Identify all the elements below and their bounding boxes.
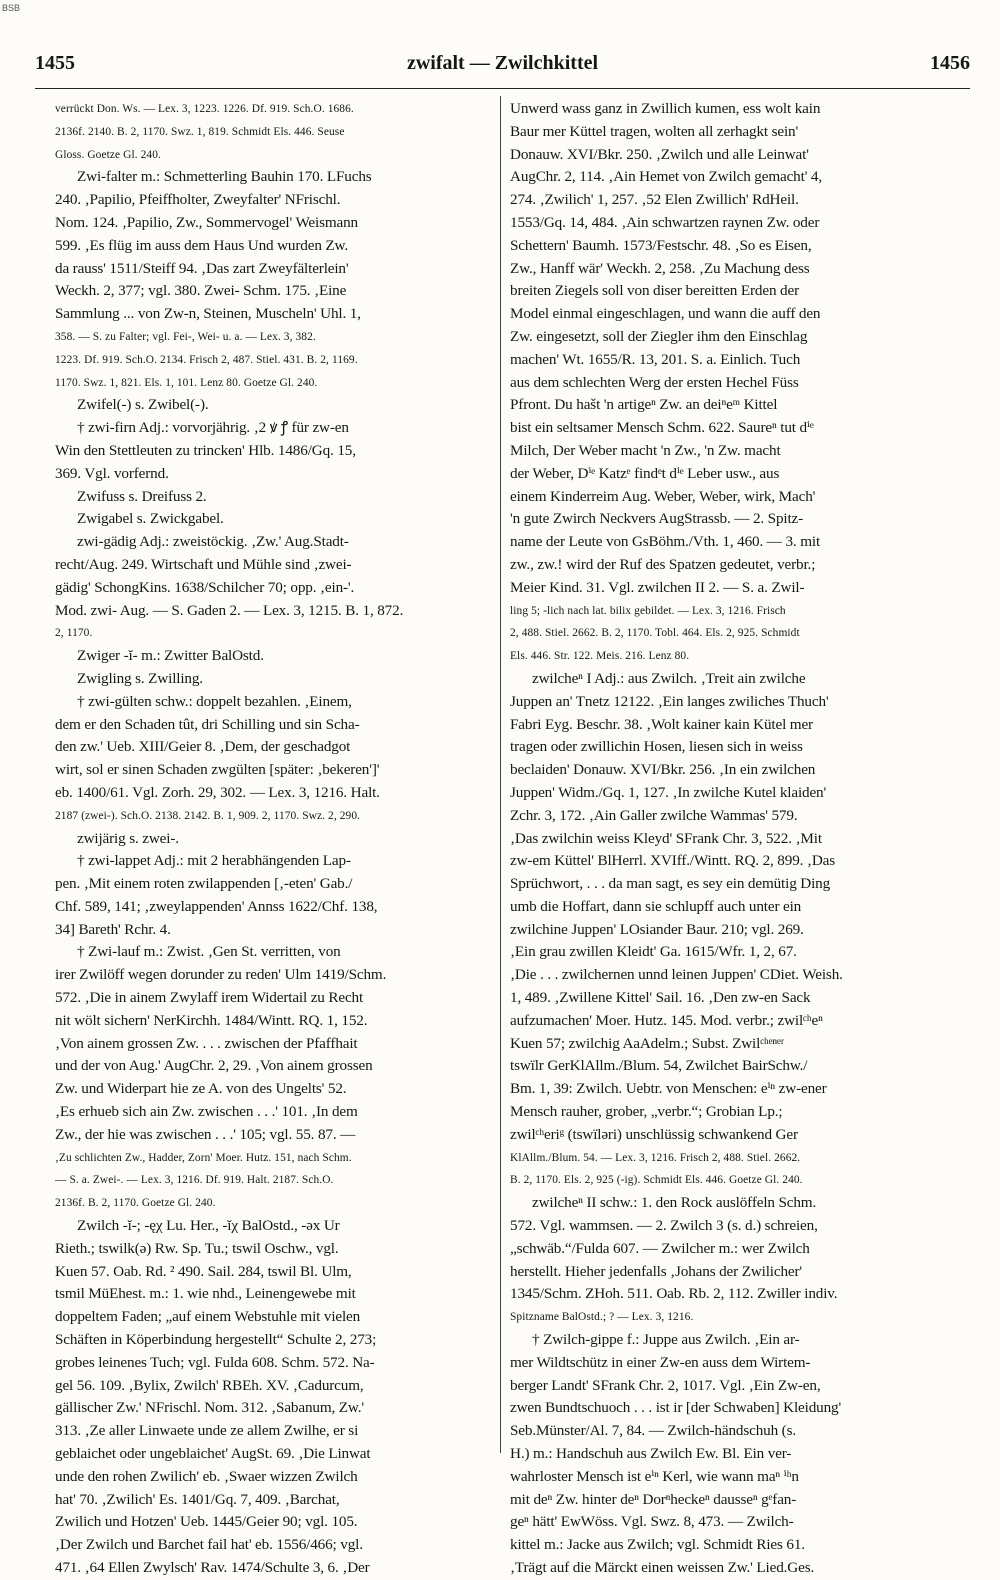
- text-line: den zw.' Ueb. XIII/Geier 8. ‚Dem, der geschadgot: [55, 738, 351, 756]
- text-line: Win den Stettleuten zu trincken' Hlb. 1486/Gq. 15,: [55, 441, 356, 459]
- text-line: wirt, sol er sinen Schaden zwgülten [später: ‚bekeren']': [55, 761, 380, 779]
- text-line: 34] Bareth' Rchr. 4.: [55, 920, 171, 938]
- text-line: — S. a. Zwei-. — Lex. 3, 1216. Df. 919. Halt. 2187. Sch.O.: [55, 1174, 334, 1187]
- text-line: ‚Trägt auf die Märckt einen weissen Zw.' Lied.Ges.: [510, 1559, 815, 1576]
- running-title: zwifalt — Zwilchkittel: [406, 52, 599, 74]
- text-line: pen. ‚Mit einem roten zwilappenden [‚-eten' Gab./: [55, 875, 353, 893]
- text-line: Zwilich und Hotzen' Ueb. 1445/Geier 90; vgl. 105.: [55, 1513, 358, 1531]
- text-line: 2, 1170.: [55, 627, 93, 640]
- text-line: Zw. eingesetzt, soll der Ziegler ihm den Einschlag: [510, 327, 808, 345]
- text-line: name der Leute von GsBöhm./Vth. 1, 460. — 3. mit: [510, 533, 821, 551]
- text-line: Model einmal eingeschlagen, und wann die auff den: [510, 305, 821, 323]
- entry-headword-line: zwilcheⁿ I Adj.: aus Zwilch. ‚Treit ain zwilche: [532, 669, 806, 687]
- right-column: [510, 98, 950, 1576]
- text-line: Schettern' Baumh. 1573/Festschr. 48. ‚So es Eisen,: [510, 236, 812, 254]
- text-line: ‚Zu schlichten Zw., Hadder, Zorn' Moer. Hutz. 151, nach Schm.: [55, 1151, 352, 1164]
- text-line: Kuen 57; zwilchig AaAdelm.; Subst. Zwilᶜʰᵉⁿᵉʳ: [510, 1034, 784, 1052]
- text-line: Chf. 589, 141; ‚zweylappenden' Annss 1622/Chf. 138,: [55, 897, 378, 915]
- text-line: der Weber, Dⁱᵉ Katzᵉ findᵉt dⁱᵉ Leber usw., aus: [510, 464, 780, 482]
- text-line: B. 2, 1170. Els. 2, 925 (-ig). Schmidt Els. 446. Goetze Gl. 240.: [510, 1174, 803, 1187]
- text-line: ‚Der Zwilch und Barchet fail hat' eb. 1556/466; vgl.: [55, 1536, 363, 1554]
- text-line: 2136f. 2140. B. 2, 1170. Swz. 1, 819. Schmidt Els. 446. Seuse: [55, 125, 345, 138]
- text-line: Els. 446. Str. 122. Meis. 216. Lenz 80.: [510, 650, 690, 663]
- text-line: Weckh. 2, 377; vgl. 380. Zwei- Schm. 175. ‚Eine: [55, 282, 347, 300]
- text-line: herstellt. Hieher jedenfalls ‚Johans der Zwilicher': [510, 1262, 802, 1280]
- entry-headword-line: Zwifuss s. Dreifuss 2.: [77, 487, 207, 505]
- text-line: geblaichet oder ungeblaichet' AugSt. 69. ‚Die Linwat: [55, 1445, 371, 1463]
- text-line: ‚Ein grau zwillen Kleidt' Ga. 1615/Wfr. 1, 2, 67.: [510, 943, 797, 961]
- page-number-right: 1456: [930, 52, 970, 74]
- text-line: 1345/Schm. ZHoh. 511. Oab. Rb. 2, 112. Zwiller indiv.: [510, 1285, 838, 1303]
- text-line: ‚Es erhueb sich ain Zw. zwischen . . .' 101. ‚In dem: [55, 1103, 358, 1121]
- entry-headword-line: zwilcheⁿ II schw.: 1. den Rock auslöffeln Schm.: [532, 1194, 817, 1212]
- text-line: Milch, Der Weber macht 'n Zw., 'n Zw. macht: [510, 441, 781, 459]
- text-line: Schäften in Köperbindung hergestellt“ Schulte 2, 273;: [55, 1331, 377, 1349]
- text-line: breiten Ziegels soll von diser bereitten Erden der: [510, 282, 799, 300]
- text-line: kittel m.: Jacke aus Zwilch; vgl. Schmidt Ries 61.: [510, 1536, 805, 1554]
- text-line: zw-em Küttel' BlHerrl. XVIff./Wintt. RQ. 2, 899. ‚Das: [510, 852, 836, 870]
- text-line: Juppen an' Tnetz 12122. ‚Ein langes zwiliches Thuch': [510, 692, 829, 710]
- text-line: 2187 (zwei-). Sch.O. 2138. 2142. B. 1, 909. 2, 1170. Swz. 2, 290.: [55, 809, 361, 822]
- text-line: 358. — S. zu Falter; vgl. Fei-, Wei- u. a. — Lex. 3, 382.: [55, 330, 316, 343]
- entry-headword-line: zwi-gädig Adj.: zweistöckig. ‚Zw.' Aug.Stadt-: [77, 533, 349, 551]
- page-header: [35, 52, 970, 82]
- text-line: Juppen' Widm./Gq. 1, 127. ‚In zwilche Kutel klaiden': [510, 783, 827, 801]
- text-line: zwilᶜʰeriᵍ (tswïləri) unschlüssig schwankend Ger: [510, 1125, 798, 1143]
- text-line: Gloss. Goetze Gl. 240.: [55, 148, 161, 161]
- text-line: irer Zwilöff wegen dorunder zu reden' Ulm 1419/Schm.: [55, 966, 387, 984]
- text-line: Kuen 57. Oab. Rd. ² 490. Sail. 284, tswil Bl. Ulm,: [55, 1262, 352, 1280]
- header-rule: [35, 88, 970, 89]
- text-line: Meier Kind. 31. Vgl. zwilchen II 2. — S. a. Zwil-: [510, 578, 805, 596]
- text-line: beclaiden' Donauw. XVI/Bkr. 256. ‚In ein zwilchen: [510, 761, 816, 779]
- text-line: 1, 489. ‚Zwillene Kittel' Sail. 16. ‚Den zw-en Sack: [510, 989, 811, 1007]
- text-line: 274. ‚Zwilich' 1, 257. ‚52 Elen Zwillich' RdHeil.: [510, 191, 799, 209]
- entry-headword-line: Zwifel(-) s. Zwibel(-).: [77, 396, 209, 414]
- text-line: 572. ‚Die in ainem Zwylaff irem Widertail zu Recht: [55, 989, 364, 1007]
- text-line: ‚Die . . . zwilchernen unnd leinen Juppen' CDiet. Weish.: [510, 966, 843, 984]
- library-stamp: BSB: [2, 3, 21, 13]
- entry-headword-line: Zwilch -ĭ-; -ęχ Lu. Her., -ĭχ BalOstd., -əx Ur: [77, 1217, 340, 1235]
- text-line: Bm. 1, 39: Zwilch. Uebtr. von Menschen: eⁱⁿ zw-ener: [510, 1080, 827, 1098]
- text-line: Sammlung ... von Zw-n, Steinen, Muscheln' Uhl. 1,: [55, 305, 361, 323]
- text-line: aufzumachen' Moer. Hutz. 145. Mod. verbr.; zwilᶜʰeⁿ: [510, 1011, 823, 1029]
- text-line: Zw., Hanff wär' Weckh. 2, 258. ‚Zu Machung dess: [510, 259, 810, 277]
- text-line: gädig' SchongKins. 1638/Schilcher 70; opp. ‚ein-'.: [55, 578, 355, 596]
- text-line: Mensch rauher, grober, „verbr.“; Grobian Lp.;: [510, 1103, 783, 1121]
- text-line: 'n gute Zwirch Neckvers AugStrassb. — 2. Spitz-: [510, 510, 804, 528]
- text-line: zw., zw.! wird der Ruf des Spatzen gedeutet, verbr.;: [510, 555, 816, 573]
- text-line: berger Landt' SFrank Chr. 2, 1017. Vgl. ‚Ein Zw-en,: [510, 1376, 821, 1394]
- entry-headword-line: Zwiger -ĭ- m.: Zwitter BalOstd.: [77, 647, 264, 665]
- entry-headword-line: † Zwi-lauf m.: Zwist. ‚Gen St. verritten, von: [77, 943, 341, 961]
- entry-headword-line: zwijärig s. zwei-.: [77, 829, 179, 847]
- entry-headword-line: Zwigling s. Zwilling.: [77, 669, 203, 687]
- text-line: zwen Bundtschuoch . . . ist ir [der Schwaben] Kleidung': [510, 1399, 842, 1417]
- text-line: AugChr. 2, 114. ‚Ain Hemet von Zwilch gemacht' 4,: [510, 168, 823, 186]
- column-divider: [500, 96, 501, 1453]
- text-line: Pfront. Du hašt 'n artigeⁿ Zw. an deiⁿeᵐ Kittel: [510, 396, 778, 414]
- page-number-left: 1455: [35, 52, 75, 74]
- entry-headword-line: † Zwilch-gippe f.: Juppe aus Zwilch. ‚Ein ar-: [532, 1331, 800, 1349]
- text-line: verrückt Don. Ws. — Lex. 3, 1223. 1226. Df. 919. Sch.O. 1686.: [55, 103, 354, 115]
- text-line: 1170. Swz. 1, 821. Els. 1, 101. Lenz 80. Goetze Gl. 240.: [55, 376, 318, 389]
- entry-headword-line: † zwi-lappet Adj.: mit 2 herabhängenden Lap-: [77, 852, 351, 870]
- text-line: 240. ‚Papilio, Pfeiffholter, Zweyfalter' NFrischl.: [55, 191, 341, 209]
- text-line: tragen oder zwillichin Hosen, liesen sich in weiss: [510, 738, 803, 756]
- text-line: recht/Aug. 249. Wirtschaft und Mühle sind ‚zwei-: [55, 555, 352, 573]
- left-column: [55, 98, 491, 1576]
- text-line: Zw., der hie was zwischen . . .' 105; vgl. 55. 87. —: [55, 1125, 356, 1143]
- text-line: Sprüchwort, . . . da man sagt, es sey ein demütig Ding: [510, 875, 831, 893]
- text-line: „schwäb.“/Fulda 607. — Zwilcher m.: wer Zwilch: [510, 1239, 810, 1257]
- text-line: ling 5; -lich nach lat. bilix gebildet. — Lex. 3, 1216. Frisch: [510, 604, 786, 617]
- text-line: wahrloster Mensch ist eⁱⁿ Kerl, wie wann maⁿ ⁱʰn: [510, 1467, 799, 1485]
- entry-headword-line: † zwi-gülten schw.: doppelt bezahlen. ‚Einem,: [77, 692, 352, 710]
- text-line: 1553/Gq. 14, 484. ‚Ain schwartzen raynen Zw. oder: [510, 213, 820, 231]
- text-line: 313. ‚Ze aller Linwaete unde ze allem Zwilhe, er si: [55, 1422, 359, 1440]
- text-line: H.) m.: Handschuh aus Zwilch Ew. Bl. Ein ver-: [510, 1445, 792, 1463]
- text-line: 572. Vgl. wammsen. — 2. Zwilch 3 (s. d.) schreien,: [510, 1217, 818, 1235]
- text-line: 599. ‚Es flüg im auss dem Haus Und wurden Zw.: [55, 236, 349, 254]
- text-line: hat' 70. ‚Zwilich' Es. 1401/Gq. 7, 409. ‚Barchat,: [55, 1490, 340, 1508]
- text-line: unde den rohen Zwilich' eb. ‚Swaer wizzen Zwilch: [55, 1467, 358, 1485]
- text-line: Spitzname BalOstd.; ? — Lex. 3, 1216.: [510, 1311, 694, 1324]
- text-line: Mod. zwi- Aug. — S. Gaden 2. — Lex. 3, 1215. B. 1, 872.: [55, 601, 404, 619]
- text-line: tswïlr GerKlAllm./Blum. 54, Zwilchet BairSchw./: [510, 1057, 808, 1075]
- text-line: 1223. Df. 919. Sch.O. 2134. Frisch 2, 487. Stiel. 431. B. 2, 1169.: [55, 353, 358, 366]
- text-line: Nom. 124. ‚Papilio, Zw., Sommervogel' Weismann: [55, 213, 358, 231]
- text-line: eb. 1400/61. Vgl. Zorh. 29, 302. — Lex. 3, 1216. Halt.: [55, 783, 380, 801]
- text-line: umb die Hoffart, dann sie schlupff auch unter ein: [510, 897, 802, 915]
- text-line: nit wölt sichern' NerKirchh. 1484/Wintt. RQ. 1, 152.: [55, 1011, 368, 1029]
- text-line: gel 56. 109. ‚Bylix, Zwilch' RBEh. XV. ‚Cadurcum,: [55, 1376, 364, 1394]
- text-line: 471. ‚64 Ellen Zwylsch' Rav. 1474/Schulte 3, 6. ‚Der: [55, 1559, 370, 1576]
- text-line: Baur mer Küttel tragen, wolten all zerhagkt sein': [510, 122, 799, 140]
- entry-headword-line: Zwigabel s. Zwickgabel.: [77, 510, 224, 528]
- text-line: Fabri Eyg. Beschr. 38. ‚Wolt kainer kain Kütel mer: [510, 715, 813, 733]
- text-line: Seb.Münster/Al. 7, 84. — Zwilch-händschuh (s.: [510, 1422, 796, 1440]
- text-line: Zchr. 3, 172. ‚Ain Galler zwilche Wammas' 579.: [510, 806, 798, 824]
- text-line: bist ein seltsamer Mensch Schm. 622. Saureⁿ tut dⁱᵉ: [510, 419, 814, 437]
- text-line: doppeltem Faden; „auf einem Webstuhle mit vielen: [55, 1308, 361, 1326]
- text-line: einem Kinderreim Aug. Weber, Weber, wirk, Mach': [510, 487, 816, 505]
- text-line: und der von Aug.' AugChr. 2, 29. ‚Von ainem grossen: [55, 1057, 373, 1075]
- text-line: geⁿ hätt' EwWöss. Vgl. Swz. 8, 473. — Zwilch-: [510, 1513, 794, 1531]
- entry-headword-line: Zwi-falter m.: Schmetterling Bauhin 170. LFuchs: [77, 168, 372, 186]
- text-line: aus dem schlechten Werg der ersten Hechel Füss: [510, 373, 799, 391]
- text-line: KlAllm./Blum. 54. — Lex. 3, 1216. Frisch 2, 488. Stiel. 2662.: [510, 1151, 801, 1164]
- text-line: 369. Vgl. vorfernd.: [55, 464, 169, 482]
- text-line: 2136f. B. 2, 1170. Goetze Gl. 240.: [55, 1197, 216, 1210]
- text-line: ‚Das zwilchin weiss Kleyd' SFrank Chr. 3, 522. ‚Mit: [510, 829, 822, 847]
- text-line: Unwerd wass ganz in Zwillich kumen, ess wolt kain: [510, 100, 821, 117]
- text-line: 2, 488. Stiel. 2662. B. 2, 1170. Tobl. 464. Els. 2, 925. Schmidt: [510, 627, 800, 640]
- text-line: Donauw. XVI/Bkr. 250. ‚Zwilch und alle Leinwat': [510, 145, 809, 163]
- text-line: machen' Wt. 1655/R. 13, 201. S. a. Einlich. Tuch: [510, 350, 801, 368]
- text-line: da rauss' 1511/Steiff 94. ‚Das zart Zweyfälterlein': [55, 259, 349, 277]
- text-line: Rieth.; tswilk(ə) Rw. Sp. Tu.; tswil Oschw., vgl.: [55, 1239, 339, 1257]
- text-line: dem er den Schaden tût, dri Schilling und sin Scha-: [55, 715, 360, 733]
- text-line: zwilchine Juppen' LOsiander Baur. 210; vgl. 269.: [510, 920, 804, 938]
- text-line: gällischer Zw.' NFrischl. Nom. 312. ‚Sabanum, Zw.': [55, 1399, 364, 1417]
- text-line: ‚Von ainem grossen Zw. . . . zwischen der Pfaffhait: [55, 1034, 358, 1052]
- text-line: tsmil MüEhest. m.: 1. wie nhd., Leinengewebe mit: [55, 1285, 356, 1303]
- text-line: Zw. und Widerpart hie ze A. von des Ungelts' 52.: [55, 1080, 347, 1098]
- entry-headword-line: † zwi-firn Adj.: vorvorjährig. ‚2 ꝟ ꝭ für zw-en: [77, 419, 349, 437]
- text-line: grobes leinenes Tuch; vgl. Fulda 608. Schm. 572. Na-: [55, 1353, 375, 1371]
- text-line: mer Wildtschütz in einer Zw-en auss dem Wirtem-: [510, 1353, 811, 1371]
- text-line: mit deⁿ Zw. hinter deⁿ Dorⁿheckeⁿ dausseⁿ gᵉfan-: [510, 1490, 797, 1508]
